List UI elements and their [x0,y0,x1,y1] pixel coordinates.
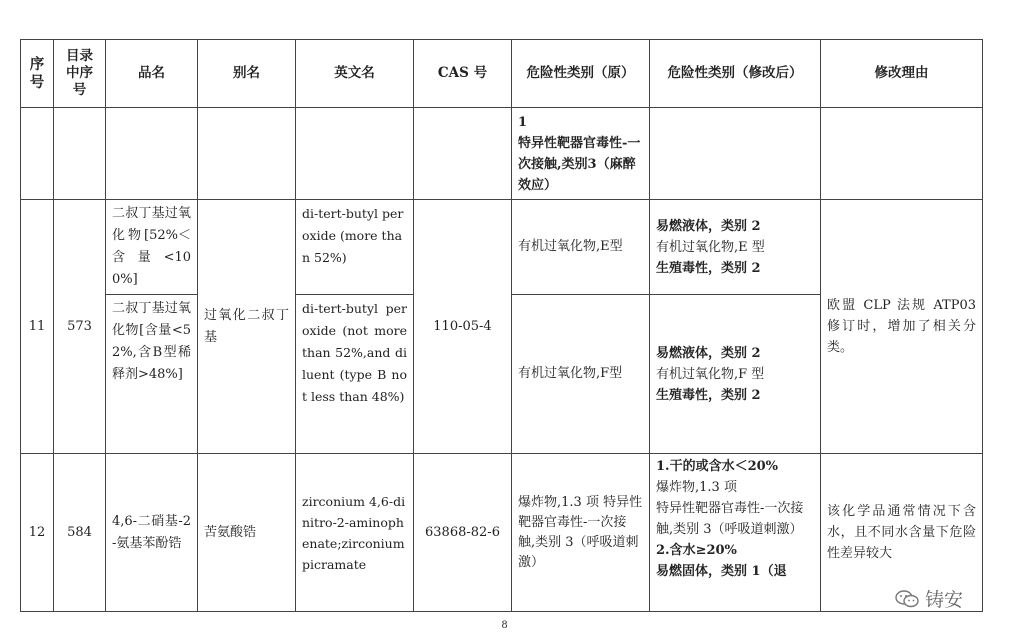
hazard-line: 2.含水≥20% [656,543,737,558]
table-row-11a [21,200,983,295]
row11-cas: 110-05-4 [414,200,512,454]
row12-hazard-new [650,454,821,612]
wechat-icon [895,590,919,608]
row11-sub1-en: di-tert-butyl peroxide (more than 52%) [296,200,414,295]
row12-alias: 苦氨酸锆 [198,454,296,612]
cell-empty [21,108,54,200]
row11-sub2-hazard-new [650,295,821,454]
row11-catalog: 573 [54,200,106,454]
header-english-name: 英文名 [296,40,414,108]
header-row [21,40,983,108]
hazard-line: 易燃固体，类别 1（退 [656,564,787,579]
cell-empty [106,108,198,200]
hazard-line: 生殖毒性，类别 2 [656,387,761,403]
cell-empty [821,108,983,200]
row11-sub2-name: 二叔丁基过氧化物[含量<52%,含B型稀释剂>48%] [106,295,198,454]
cont-hazard-text: 特异性靶器官毒性-一次接触,类别3（麻醉效应） [518,136,641,193]
row11-sub2-en: di-tert-butyl peroxide (not more than 52%,and diluent (type B not less than 48%) [296,295,414,454]
page-number: 8 [501,620,508,631]
cont-hazard-num: 1 [518,115,528,130]
row11-reason: 欧盟 CLP 法规 ATP03 修订时，增加了相关分类。 [821,200,983,454]
row12-en: zirconium 4,6-dinitro-2-aminophenate;zirconium picramate [296,454,414,612]
table-row-12 [21,454,983,612]
row11-sub1-hazard-new [650,200,821,295]
cont-hazard-orig [512,108,650,200]
header-reason: 修改理由 [821,40,983,108]
watermark [895,585,963,612]
hazard-line: 爆炸物,1.3 项 [656,480,737,495]
hazard-line: 有机过氧化物,F 型 [656,366,765,382]
row11-alias: 过氧化二叔丁基 [198,200,296,454]
cell-empty [650,108,821,200]
header-hazard-orig: 危险性类别（原） [512,40,650,108]
hazard-line: 有机过氧化物,E 型 [656,239,765,255]
hazard-line: 特异性靶器官毒性-一次接触,类别 3（呼吸道刺激） [656,501,804,537]
cell-empty [54,108,106,200]
row11-seq: 11 [21,200,54,454]
row12-hazard-orig: 爆炸物,1.3 项 特异性靶器官毒性-一次接触,类别 3（呼吸道刺激） [512,454,650,612]
row12-seq: 12 [21,454,54,612]
header-catalog-seq: 目录中序号 [54,40,106,108]
hazard-table [20,39,983,612]
hazard-line: 易燃液体，类别 2 [656,218,761,234]
row12-catalog: 584 [54,454,106,612]
row12-name: 4,6-二硝基-2-氨基苯酚锆 [106,454,198,612]
row12-reason: 该化学品通常情况下含水，且不同水含量下危险性差异较大 [821,454,983,612]
row11-sub1-name: 二叔丁基过氧化物[52%＜含量<100%] [106,200,198,295]
row12-cas: 63868-82-6 [414,454,512,612]
continuation-row [21,108,983,200]
header-hazard-new: 危险性类别（修改后） [650,40,821,108]
header-name: 品名 [106,40,198,108]
hazard-line: 易燃液体，类别 2 [656,345,761,361]
header-cas: CAS 号 [414,40,512,108]
header-seq: 序号 [21,40,54,108]
watermark-text: 铸安 [925,589,964,611]
hazard-line: 生殖毒性，类别 2 [656,260,761,276]
row11-sub2-hazard-orig: 有机过氧化物,F型 [512,295,650,454]
cell-empty [414,108,512,200]
hazard-line: 1.干的或含水＜20% [656,459,779,474]
header-alias: 别名 [198,40,296,108]
cell-empty [198,108,296,200]
row11-sub1-hazard-orig: 有机过氧化物,E型 [512,200,650,295]
cell-empty [296,108,414,200]
